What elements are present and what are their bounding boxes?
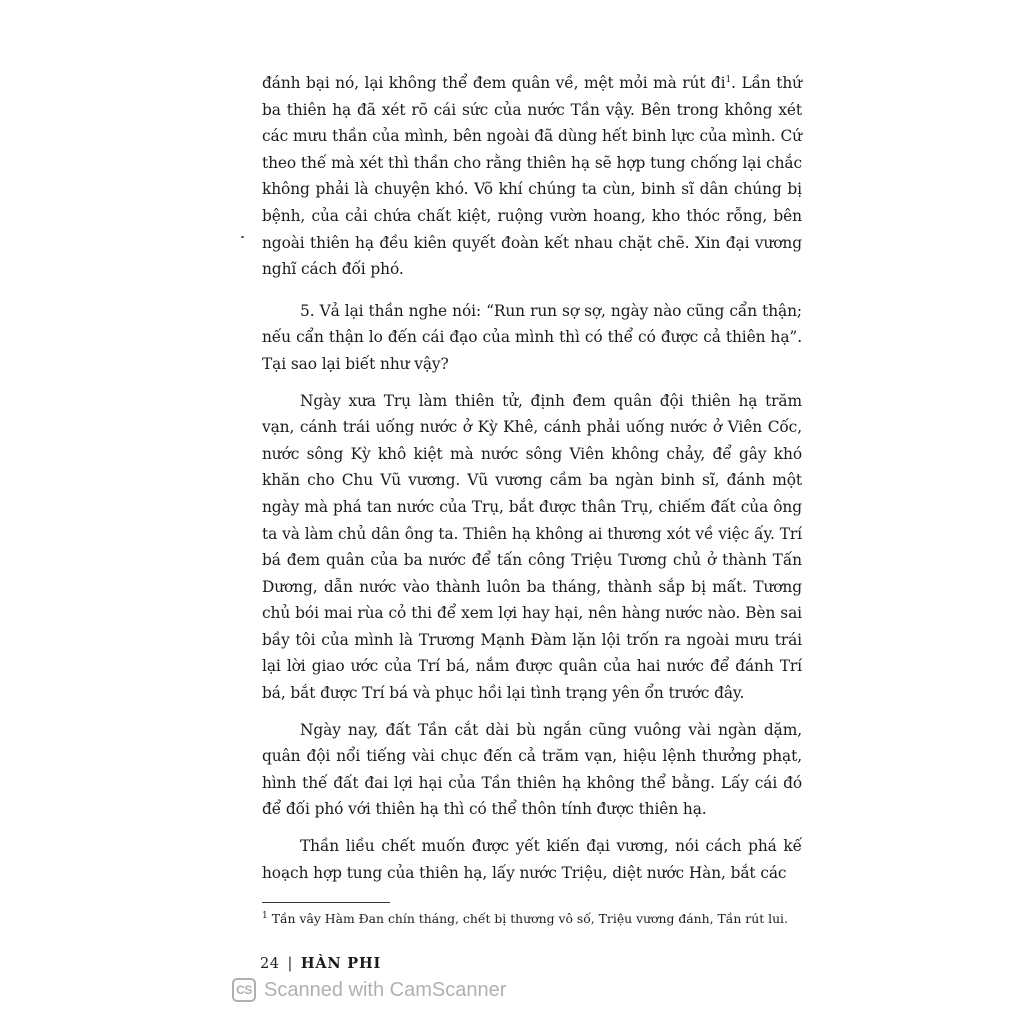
footnote-divider: [262, 902, 390, 903]
camscanner-logo-text: CS: [236, 983, 252, 997]
footnote-text: Tần vây Hàm Đan chín tháng, chết bị thương vô số, Triệu vương đánh, Tần rút lui.: [271, 911, 788, 926]
page-number: 24: [260, 956, 280, 972]
footnote-marker: 1: [262, 910, 268, 921]
page-footer: [260, 955, 381, 972]
camscanner-logo-icon: [232, 978, 256, 1002]
author-name: HÀN PHI: [300, 955, 382, 972]
body-text: [262, 70, 802, 901]
camscanner-watermark: [232, 976, 506, 1004]
watermark-text: Scanned with CamScanner: [264, 978, 507, 1001]
paragraph-1-text-cont: . Lần thứ ba thiên hạ đã xét rõ cái sức của nước Tần vậy. Bên trong không xét các mưu thần của mình, bên ngoài đã dùng hết binh lực của mình. Cứ theo thế mà xét thì thần cho rằng thiên hạ sẽ hợp tung chống lại chắc không phải là chuyện khó. Võ khí chúng ta cùn, binh sĩ dân chúng bị bệnh, của cải chứa chất kiệt, ruộng vườn hoang, kho thóc rỗng, bên ngoài thiên hạ đều kiên quyết đoàn kết nhau chặt chẽ. Xin đại vương nghĩ cách đối phó.: [262, 74, 802, 279]
footnote-reference: 1: [725, 74, 732, 85]
paragraph-4: Ngày nay, đất Tần cắt dài bù ngắn cũng vuông vài ngàn dặm, quân đội nổi tiếng vài chục đến cả trăm vạn, hiệu lệnh thưởng phạt, hình thế đất đai lợi hại của Tần thiên hạ không thể bằng. Lấy cái đó để đối phó với thiên hạ thì có thể thôn tính được thiên hạ.: [262, 720, 802, 819]
scan-speck: [241, 236, 244, 238]
paragraph-3: Ngày xưa Trụ làm thiên tử, định đem quân đội thiên hạ trăm vạn, cánh trái uống nước ở Kỳ Khê, cánh phải uống nước ở Viên Cốc, nước sông Kỳ khô kiệt mà nước sông Viên không chảy, để gây khó khăn cho Chu Vũ vương. Vũ vương cầm ba ngàn binh sĩ, đánh một ngày mà phá tan nước của Trụ, bắt được thân Trụ, chiếm đất của ông ta và làm chủ dân ông ta. Thiên hạ không ai thương xót về việc ấy. Trí bá đem quân của ba nước để tấn công Triệu Tương chủ ở thành Tấn Dương, dẫn nước vào thành luôn ba tháng, thành sắp bị mất. Tương chủ bói mai rùa cỏ thi để xem lợi hay hại, nên hàng nước nào. Bèn sai bầy tôi của mình là Trương Mạnh Đàm lặn lội trốn ra ngoài mưu trái lại lời giao ước của Trí bá, nắm được quân của hai nước để đánh Trí bá, bắt được Trí bá và phục hồi lại tình trạng yên ổn trước đây.: [262, 391, 802, 703]
paragraph-1: [262, 70, 802, 283]
paragraph-1-text: đánh bại nó, lại không thể đem quân về, mệt mỏi mà rút đi: [262, 74, 726, 92]
paragraph-5: Thần liều chết muốn được yết kiến đại vương, nói cách phá kế hoạch hợp tung của thiên hạ, lấy nước Triệu, diệt nước Hàn, bắt các: [262, 837, 802, 882]
footer-separator: |: [287, 956, 293, 972]
footnote: [262, 910, 802, 928]
paragraph-2: 5. Vả lại thần nghe nói: “Run run sợ sợ, ngày nào cũng cẩn thận; nếu cẩn thận lo đến cái đạo của mình thì có thể có được cả thiên hạ”. Tại sao lại biết như vậy?: [262, 301, 802, 373]
